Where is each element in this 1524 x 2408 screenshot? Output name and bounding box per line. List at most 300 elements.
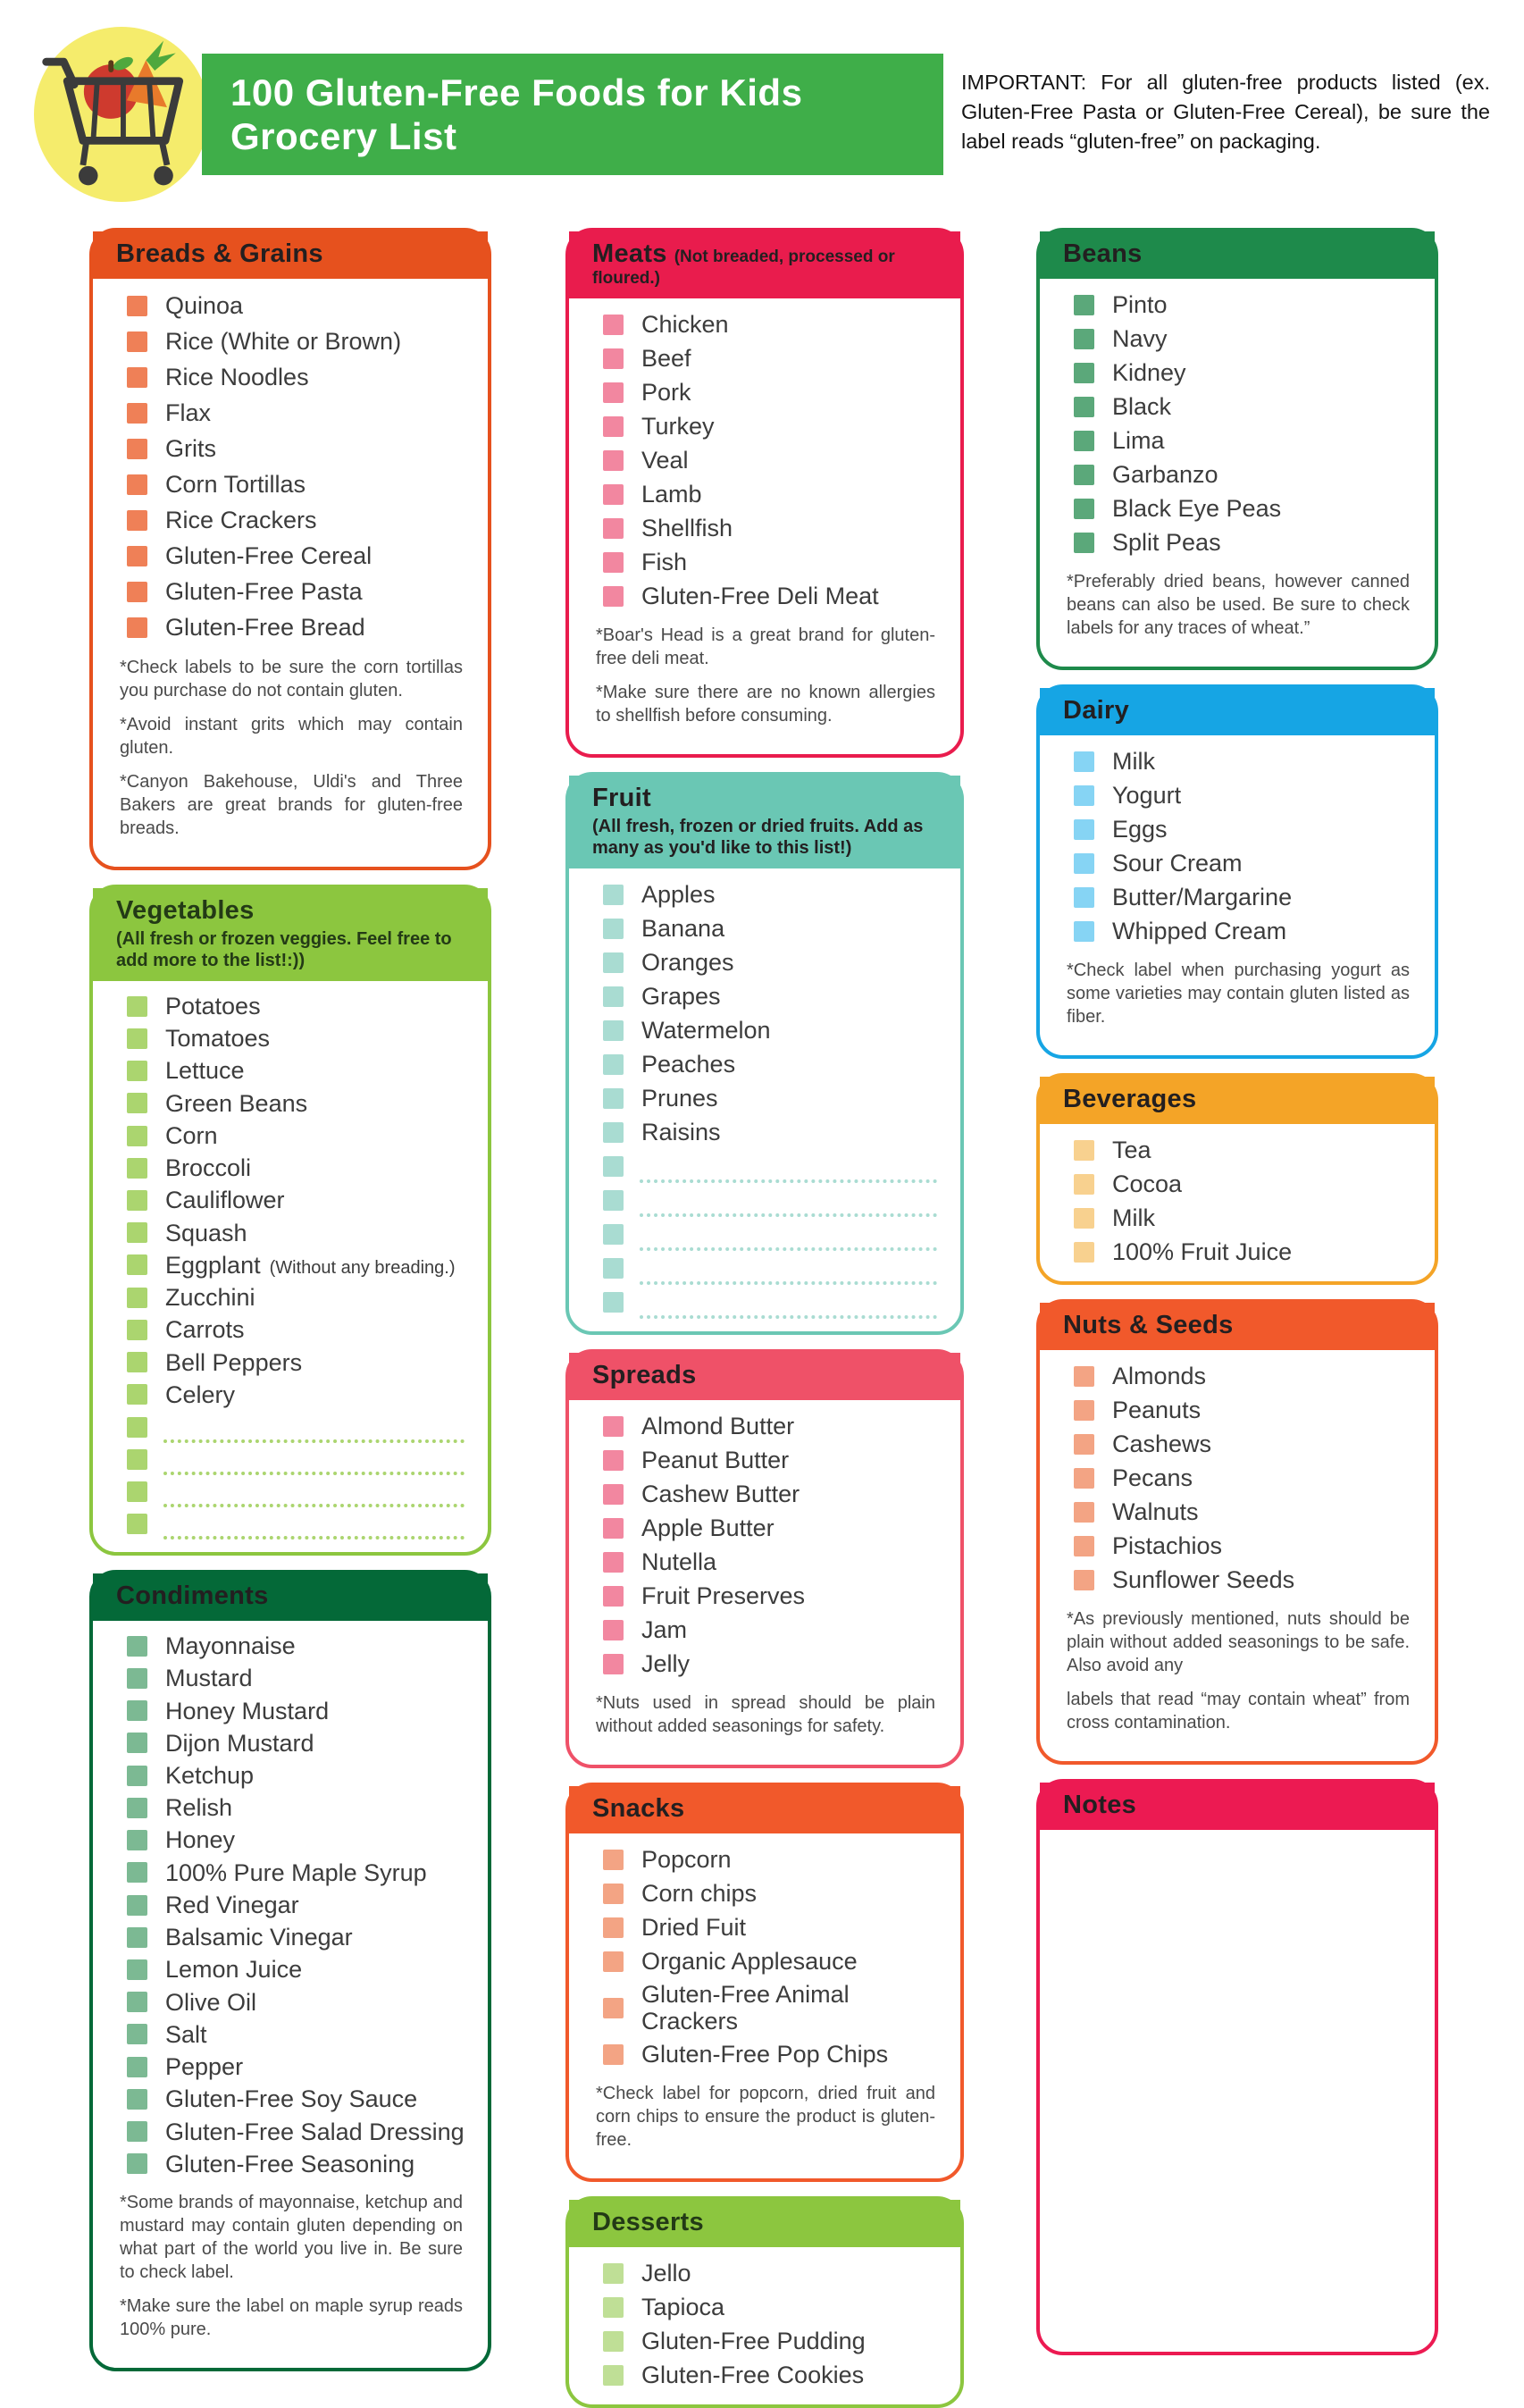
list-item-label [165, 1022, 270, 1054]
section-title: Spreads [592, 1361, 697, 1389]
footnote-text: *Avoid instant grits which may contain gluten. [120, 715, 463, 758]
list-item-label [165, 1759, 254, 1791]
list-item-text: Corn chips [641, 1879, 758, 1907]
checkbox-icon[interactable] [127, 1700, 147, 1721]
checkbox-icon[interactable] [1074, 1468, 1094, 1489]
checkbox-icon[interactable] [127, 2089, 147, 2110]
checkbox-icon[interactable] [127, 1636, 147, 1657]
list-item-text: Green Beans [165, 1089, 308, 1117]
list-item-text: Kidney [1112, 358, 1186, 386]
list-item [1040, 322, 1435, 356]
list-item-text: Yogurt [1112, 781, 1182, 809]
list-item-label [165, 611, 365, 643]
list-item [93, 1986, 488, 2018]
list-item-text: Banana [641, 914, 725, 942]
list-item-label [641, 2257, 691, 2289]
checkbox-icon[interactable] [603, 1620, 624, 1640]
footnote-text: *Make sure the label on maple syrup reads 100% pure. [120, 2296, 463, 2340]
checkbox-icon[interactable] [127, 2024, 147, 2044]
checkbox-icon[interactable] [127, 996, 147, 1017]
list-item-label [641, 980, 721, 1012]
write-in-line[interactable] [640, 1158, 937, 1183]
list-item [93, 1889, 488, 1921]
list-item-label [641, 1580, 805, 1612]
checkbox-icon[interactable] [603, 518, 624, 539]
list-item [93, 1662, 488, 1694]
checkbox-icon[interactable] [603, 952, 624, 973]
checkbox-icon[interactable] [127, 1288, 147, 1308]
list-item-label [165, 1921, 353, 1953]
section-nuts-seeds [1036, 1299, 1438, 1765]
checkbox-icon[interactable] [1074, 499, 1094, 519]
checkbox-icon[interactable] [1074, 1536, 1094, 1556]
list-item [1040, 1461, 1435, 1495]
list-item [569, 375, 960, 409]
checkbox-icon[interactable] [127, 403, 147, 424]
write-in-line[interactable] [640, 1260, 937, 1285]
section-nuts-seeds-body [1040, 1350, 1435, 1761]
list-item-label [165, 1662, 253, 1694]
list-item [569, 1842, 960, 1876]
checkbox-icon[interactable] [127, 1766, 147, 1786]
checkbox-icon[interactable] [603, 416, 624, 437]
checkbox-icon[interactable] [603, 1951, 624, 1972]
checkbox-icon[interactable] [127, 331, 147, 352]
list-item-inline-note: (Without any breading.) [269, 1257, 456, 1278]
page-title-line1: 100 Gluten-Free Foods for Kids [230, 71, 803, 113]
section-vegetables-header [93, 888, 488, 981]
checkbox-icon[interactable] [603, 1917, 624, 1938]
section-notes [1036, 1779, 1438, 2355]
checkbox-icon[interactable] [603, 1088, 624, 1109]
list-item-text: Tomatoes [165, 1025, 271, 1053]
checkbox-icon[interactable] [603, 2365, 624, 2386]
checkbox-icon[interactable] [127, 1481, 147, 1502]
section-subtitle: (All fresh, frozen or dried fruits. Add as many as you'd like to this list!) [592, 817, 924, 858]
list-item-text: Black [1112, 392, 1172, 420]
list-item [1040, 846, 1435, 880]
checkbox-icon[interactable] [603, 2331, 624, 2352]
list-item [93, 1120, 488, 1152]
checkbox-icon[interactable] [127, 1158, 147, 1179]
checkbox-icon[interactable] [127, 1028, 147, 1049]
list-item-label [165, 2148, 414, 2180]
list-item-text: Gluten-Free Pop Chips [641, 2041, 889, 2068]
checkbox-icon[interactable] [1074, 431, 1094, 451]
list-item [93, 323, 488, 359]
write-in-line[interactable] [640, 1192, 937, 1217]
checkbox-icon[interactable] [603, 348, 624, 369]
list-item-label [641, 1911, 746, 1943]
checkbox-icon[interactable] [1074, 921, 1094, 942]
list-item [1040, 1393, 1435, 1427]
checkbox-icon[interactable] [127, 2153, 147, 2174]
list-item-label [641, 308, 729, 340]
checkbox-icon[interactable] [1074, 819, 1094, 840]
list-item [93, 288, 488, 323]
checkbox-icon[interactable] [603, 1054, 624, 1075]
list-item-text: Potatoes [165, 993, 261, 1019]
list-item-text: Apples [641, 880, 716, 908]
list-item-text: Flax [165, 399, 212, 426]
footnote-text: *Boar's Head is a great brand for gluten-free deli meat. [596, 625, 935, 668]
write-in-line[interactable] [163, 1450, 465, 1475]
page-title-line2: Grocery List [230, 115, 457, 157]
list-item-text: Olive Oil [165, 1988, 257, 2016]
checkbox-icon[interactable] [127, 617, 147, 638]
list-item [1040, 812, 1435, 846]
list-item-text: Rice Crackers [165, 506, 317, 533]
list-item-label [1112, 1564, 1294, 1596]
checkbox-icon[interactable] [603, 552, 624, 573]
list-item-text: Eggs [1112, 815, 1168, 843]
checkbox-icon[interactable] [1074, 363, 1094, 383]
checkbox-icon[interactable] [127, 1417, 147, 1438]
write-in-line[interactable] [163, 1514, 465, 1540]
footnote-text: *As previously mentioned, nuts should be plain without added seasonings to be safe. Also avoid any [1067, 1609, 1410, 1675]
list-item [93, 1087, 488, 1120]
list-item [569, 1978, 960, 2037]
list-item-label [1112, 458, 1218, 491]
list-item-text: Gluten-Free Soy Sauce [165, 2085, 418, 2113]
checkbox-icon[interactable] [1074, 1208, 1094, 1229]
list-item [569, 1647, 960, 1681]
checkbox-icon[interactable] [603, 382, 624, 403]
list-item-label [641, 878, 716, 910]
list-item-text: Sunflower Seeds [1112, 1565, 1295, 1593]
checkbox-icon[interactable] [1074, 1242, 1094, 1263]
section-fruit [565, 772, 964, 1335]
section-vegetables [89, 885, 491, 1556]
checkbox-icon[interactable] [603, 1450, 624, 1471]
blank-list-item [569, 1183, 960, 1217]
checkbox-icon[interactable] [1074, 295, 1094, 315]
list-item-text: Carrots [165, 1316, 245, 1344]
write-in-line[interactable] [163, 1482, 465, 1507]
list-item-text: Mustard [165, 1665, 253, 1692]
checkbox-icon[interactable] [1074, 1400, 1094, 1421]
list-item [1040, 914, 1435, 948]
list-item [569, 1579, 960, 1613]
column-right [1036, 228, 1438, 2355]
checkbox-icon[interactable] [127, 1798, 147, 1818]
checkbox-icon[interactable] [1074, 1140, 1094, 1161]
list-item-label [165, 2051, 243, 2083]
list-item-label [1112, 1394, 1201, 1426]
checkbox-icon[interactable] [127, 1093, 147, 1113]
list-item [93, 1953, 488, 1985]
list-item [93, 2051, 488, 2083]
list-item-text: Rice Noodles [165, 363, 309, 390]
list-item-text: Black Eye Peas [1112, 494, 1282, 522]
list-item [1040, 1529, 1435, 1563]
list-item-label [165, 361, 309, 393]
checkbox-icon[interactable] [603, 450, 624, 471]
list-item-text: Raisins [641, 1118, 721, 1145]
list-item-label [641, 376, 691, 408]
list-item-label [1112, 745, 1155, 777]
list-item [93, 1022, 488, 1054]
checkbox-icon[interactable] [603, 1518, 624, 1539]
list-item-label [165, 2018, 207, 2051]
list-item-label [641, 2291, 724, 2323]
checkbox-icon[interactable] [603, 1654, 624, 1674]
blank-list-item [569, 1217, 960, 1251]
list-item-text: Cocoa [1112, 1170, 1183, 1197]
list-item [569, 443, 960, 477]
list-item [93, 1281, 488, 1313]
list-item-label [165, 325, 401, 357]
list-item [93, 2018, 488, 2051]
section-title: Snacks [592, 1794, 685, 1823]
list-item-label [165, 1313, 245, 1346]
checkbox-icon[interactable] [603, 1190, 624, 1211]
checkbox-icon[interactable] [127, 1352, 147, 1372]
checkbox-icon[interactable] [1074, 785, 1094, 806]
list-item [569, 877, 960, 911]
list-item-label [165, 1249, 455, 1281]
section-desserts [565, 2196, 964, 2408]
checkbox-icon[interactable] [603, 1484, 624, 1505]
checkbox-icon[interactable] [127, 1992, 147, 2012]
checkbox-icon[interactable] [127, 1862, 147, 1883]
checkbox-icon[interactable] [127, 582, 147, 602]
list-item [569, 1443, 960, 1477]
checkbox-icon[interactable] [127, 1190, 147, 1211]
list-item-text: Gluten-Free Animal Crackers [641, 1981, 850, 2035]
checkbox-icon[interactable] [127, 510, 147, 531]
checkbox-icon[interactable] [603, 1586, 624, 1607]
checkbox-icon[interactable] [603, 1884, 624, 1904]
list-item-label [165, 575, 363, 608]
checkbox-icon[interactable] [603, 2297, 624, 2318]
list-item-label [1112, 424, 1165, 457]
checkbox-icon[interactable] [603, 1020, 624, 1041]
list-item-label [641, 546, 687, 578]
list-item-label [165, 289, 243, 322]
checkbox-icon[interactable] [603, 1258, 624, 1279]
section-beans-body [1040, 279, 1435, 667]
list-item-text: Balsamic Vinegar [165, 1924, 353, 1951]
section-notes-body [1040, 1830, 1435, 2352]
checkbox-icon[interactable] [603, 1416, 624, 1437]
checkbox-icon[interactable] [127, 1927, 147, 1948]
checkbox-icon[interactable] [127, 1959, 147, 1980]
list-item-label [165, 432, 216, 465]
section-beverages-header [1040, 1077, 1435, 1124]
section-dairy [1036, 684, 1438, 1059]
checkbox-icon[interactable] [1074, 887, 1094, 908]
section-desserts-header [569, 2200, 960, 2247]
checkbox-icon[interactable] [603, 1156, 624, 1177]
checkbox-icon[interactable] [127, 1830, 147, 1850]
section-title: Condiments [116, 1582, 269, 1611]
list-item [1040, 288, 1435, 322]
list-item-label [641, 1444, 789, 1476]
list-item-label [641, 1410, 794, 1442]
list-item-text: Sour Cream [1112, 849, 1243, 877]
checkbox-icon[interactable] [1074, 853, 1094, 874]
checkbox-icon[interactable] [1074, 1434, 1094, 1455]
checkbox-icon[interactable] [127, 2057, 147, 2077]
checkbox-icon[interactable] [1074, 751, 1094, 772]
list-item-label [641, 1116, 721, 1148]
checkbox-icon[interactable] [1074, 533, 1094, 553]
section-desserts-body [569, 2247, 960, 2404]
list-item [569, 945, 960, 979]
footnote-text: *Make sure there are no known allergies to shellfish before consuming. [596, 683, 935, 726]
checkbox-icon[interactable] [603, 885, 624, 905]
list-item-label [1112, 1496, 1199, 1528]
list-item [569, 579, 960, 613]
write-in-line[interactable] [640, 1226, 937, 1251]
list-item-label [641, 410, 715, 442]
checkbox-icon[interactable] [603, 919, 624, 939]
section-breads-grains-body [93, 279, 488, 867]
checkbox-icon[interactable] [603, 2263, 624, 2284]
checkbox-icon[interactable] [603, 586, 624, 607]
checkbox-icon[interactable] [603, 315, 624, 335]
section-title: Beans [1063, 239, 1143, 268]
list-item-label [165, 504, 317, 536]
section-title: Notes [1063, 1791, 1137, 1819]
list-item-text: Fruit Preserves [641, 1582, 806, 1609]
list-item-text: Mayonnaise [165, 1632, 296, 1660]
list-item-label [641, 580, 879, 612]
checkbox-icon[interactable] [127, 1126, 147, 1146]
list-item-text: Nutella [641, 1548, 717, 1575]
checkbox-icon[interactable] [127, 1222, 147, 1243]
checkbox-icon[interactable] [127, 1254, 147, 1275]
checkbox-icon[interactable] [1074, 1366, 1094, 1387]
list-item [569, 979, 960, 1013]
checkbox-icon[interactable] [1074, 1570, 1094, 1590]
checkbox-icon[interactable] [603, 1292, 624, 1313]
list-item [93, 1217, 488, 1249]
checkbox-icon[interactable] [603, 1552, 624, 1573]
list-item-label [641, 1014, 771, 1046]
list-item-text: Gluten-Free Bread [165, 613, 365, 641]
checkbox-icon[interactable] [127, 1668, 147, 1689]
list-item-text: Veal [641, 446, 689, 474]
list-item-text: Jello [641, 2260, 691, 2287]
checkbox-icon[interactable] [1074, 465, 1094, 485]
list-item [1040, 880, 1435, 914]
list-item-label [165, 1727, 314, 1759]
list-item-text: Pecans [1112, 1464, 1193, 1491]
checkbox-icon[interactable] [127, 1895, 147, 1916]
checkbox-icon[interactable] [1074, 397, 1094, 417]
section-dairy-body [1040, 735, 1435, 1055]
list-item [93, 2148, 488, 2180]
list-item [569, 2324, 960, 2358]
list-item [93, 1184, 488, 1216]
section-title: Dairy [1063, 696, 1130, 725]
list-item [93, 502, 488, 538]
list-item-text: Fish [641, 548, 688, 575]
checkbox-icon[interactable] [603, 986, 624, 1007]
list-item-text: Organic Applesauce [641, 1947, 858, 1975]
list-item-label [641, 444, 689, 476]
list-item-text: Squash [165, 1219, 247, 1246]
list-item [93, 1824, 488, 1856]
checkbox-icon[interactable] [127, 367, 147, 388]
list-item [93, 2116, 488, 2148]
list-item-label [165, 1791, 232, 1824]
section-condiments-header [93, 1573, 488, 1621]
list-item-text: Butter/Margarine [1112, 883, 1293, 910]
checkbox-icon[interactable] [603, 1850, 624, 1870]
list-item-label [165, 1152, 251, 1184]
section-beverages-body [1040, 1124, 1435, 1281]
section-vegetables-body [93, 981, 488, 1552]
list-item-label [1112, 813, 1168, 845]
list-item-label [1112, 1462, 1193, 1494]
section-beverages [1036, 1073, 1438, 1285]
checkbox-icon[interactable] [127, 1514, 147, 1534]
logo [34, 27, 209, 202]
list-item [93, 1695, 488, 1727]
checkbox-icon[interactable] [1074, 1502, 1094, 1523]
checkbox-icon[interactable] [603, 2044, 624, 2065]
write-in-line[interactable] [640, 1294, 937, 1319]
checkbox-icon[interactable] [127, 1061, 147, 1081]
title-banner [202, 54, 943, 175]
checkbox-icon[interactable] [127, 439, 147, 459]
checkbox-icon[interactable] [127, 1320, 147, 1340]
list-item-text: Navy [1112, 324, 1168, 352]
list-item-text: Milk [1112, 1204, 1155, 1231]
checkbox-icon[interactable] [127, 546, 147, 566]
checkbox-icon[interactable] [603, 1998, 624, 2018]
checkbox-icon[interactable] [127, 1449, 147, 1470]
list-item-label [641, 2038, 888, 2070]
list-item-text: Pepper [165, 2053, 244, 2081]
write-in-line[interactable] [163, 1418, 465, 1443]
section-title: Beverages [1063, 1085, 1197, 1113]
list-item-text: Honey Mustard [165, 1697, 330, 1724]
list-item-label [641, 1843, 732, 1875]
section-condiments [89, 1570, 491, 2371]
checkbox-icon[interactable] [603, 484, 624, 505]
list-item-label [165, 1857, 427, 1889]
list-item-text: Milk [1112, 747, 1155, 775]
checkbox-icon[interactable] [603, 1224, 624, 1245]
checkbox-icon[interactable] [603, 1122, 624, 1143]
section-title: Breads & Grains [116, 239, 323, 268]
list-item [1040, 778, 1435, 812]
list-item-label [641, 946, 734, 978]
checkbox-icon[interactable] [1074, 1174, 1094, 1195]
checkbox-icon[interactable] [127, 2121, 147, 2142]
list-item [569, 1409, 960, 1443]
section-meats-body [569, 298, 960, 754]
blank-list-item [93, 1475, 488, 1507]
list-item-label [641, 1945, 858, 1977]
checkbox-icon[interactable] [127, 1733, 147, 1753]
list-item-text: Gluten-Free Salad Dressing [165, 2118, 465, 2145]
checkbox-icon[interactable] [127, 1384, 147, 1405]
list-item [1040, 1427, 1435, 1461]
footnote-text: labels that read “may contain wheat” from cross contamination. [1067, 1690, 1410, 1733]
checkbox-icon[interactable] [1074, 329, 1094, 349]
checkbox-icon[interactable] [127, 296, 147, 316]
list-item-text: Rice (White or Brown) [165, 327, 402, 355]
list-item-label [1112, 779, 1181, 811]
list-item [569, 1613, 960, 1647]
list-item-text: Zucchini [165, 1284, 255, 1312]
checkbox-icon[interactable] [127, 474, 147, 495]
